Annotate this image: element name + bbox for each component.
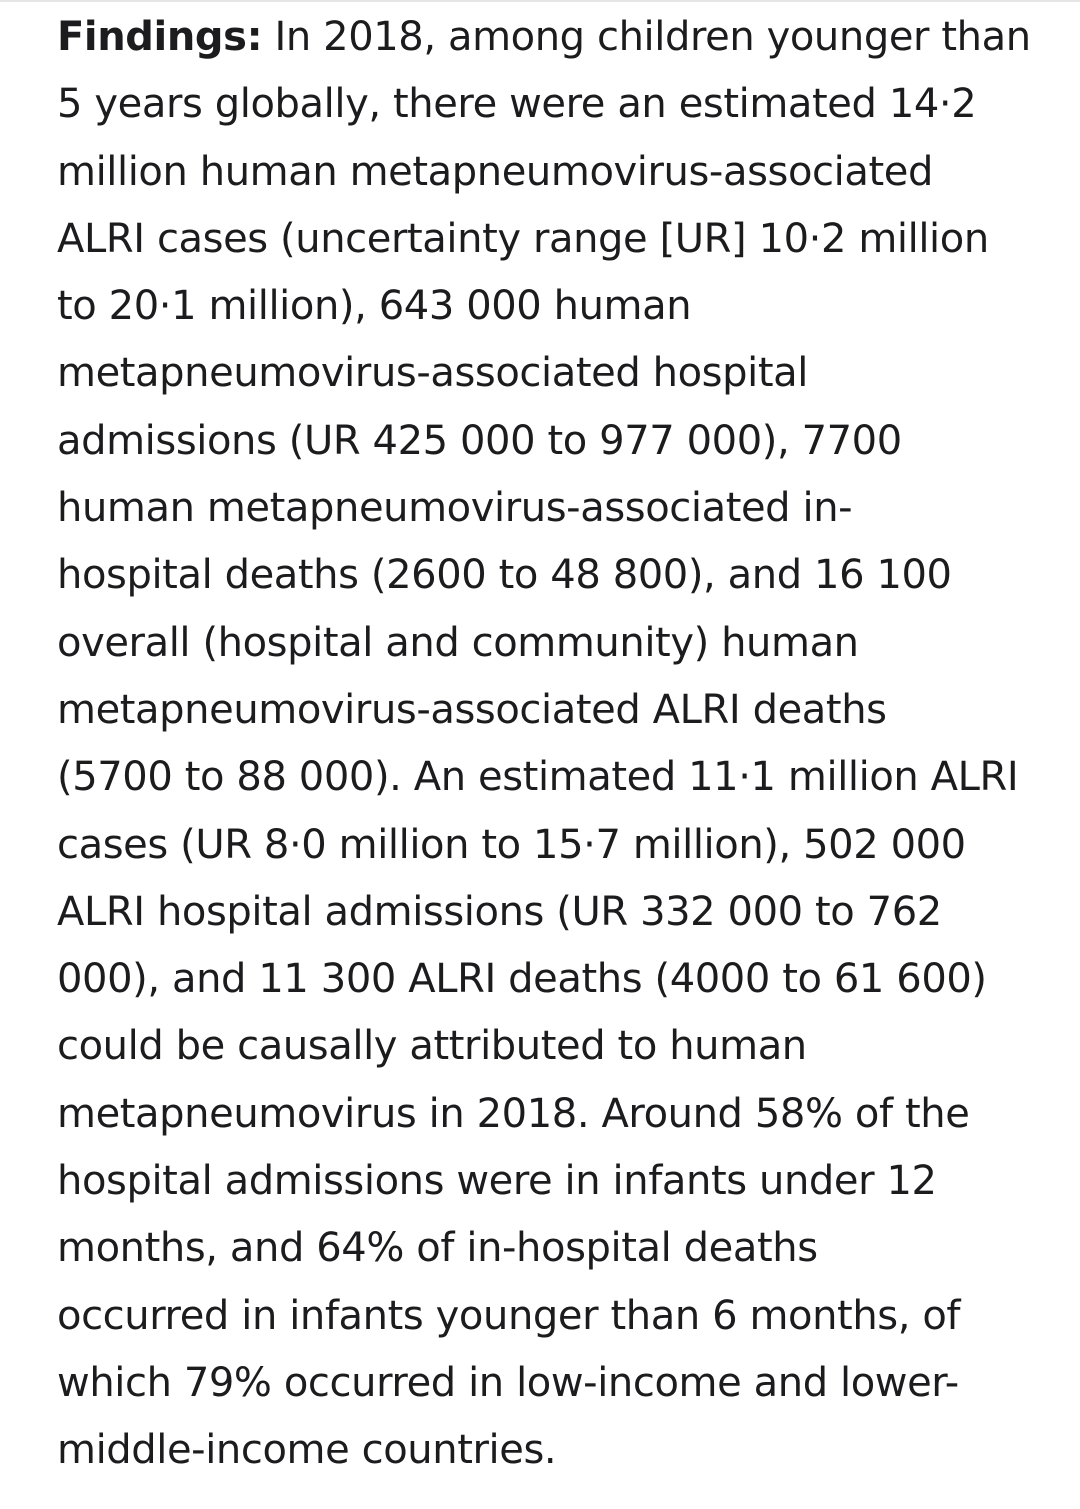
paragraph-line: 000), and 11 300 ALRI deaths (4000 to 61 600)	[57, 956, 987, 1003]
paragraph-line: hospital deaths (2600 to 48 800), and 16 100	[57, 552, 952, 599]
paragraph-line-text: In 2018, among children younger than	[262, 14, 1031, 60]
paragraph-line: million human metapneumovirus-associated	[57, 148, 933, 195]
paragraph-line: hospital admissions were in infants under 12	[57, 1158, 937, 1205]
paragraph-line: 5 years globally, there were an estimated 14·2	[57, 81, 977, 128]
top-divider	[0, 0, 1080, 2]
paragraph-line: metapneumovirus in 2018. Around 58% of the	[57, 1090, 970, 1137]
paragraph-line: metapneumovirus-associated hospital	[57, 350, 808, 397]
paragraph-line: admissions (UR 425 000 to 977 000), 7700	[57, 417, 902, 464]
paragraph-line: occurred in infants younger than 6 months, of	[57, 1292, 961, 1339]
paragraph-line: cases (UR 8·0 million to 15·7 million), 502 000	[57, 821, 966, 868]
findings-label: Findings:	[57, 14, 263, 60]
paragraph-line: could be causally attributed to human	[57, 1023, 807, 1070]
paragraph-line: ALRI hospital admissions (UR 332 000 to 762	[57, 888, 942, 935]
paragraph-line: human metapneumovirus-associated in-	[57, 485, 853, 532]
paragraph-line	[57, 4, 1047, 71]
findings-paragraph	[57, 4, 1047, 1485]
paragraph-line: overall (hospital and community) human	[57, 619, 859, 666]
paragraph-line: which 79% occurred in low-income and lower-	[57, 1359, 959, 1406]
paragraph-line: (5700 to 88 000). An estimated 11·1 million ALRI	[57, 754, 1019, 801]
paragraph-line: metapneumovirus-associated ALRI deaths	[57, 686, 887, 733]
paragraph-line: middle-income countries.	[57, 1427, 557, 1474]
paragraph-line: months, and 64% of in-hospital deaths	[57, 1225, 818, 1272]
paragraph-line: ALRI cases (uncertainty range [UR] 10·2 million	[57, 215, 989, 262]
paragraph-line: to 20·1 million), 643 000 human	[57, 283, 692, 330]
